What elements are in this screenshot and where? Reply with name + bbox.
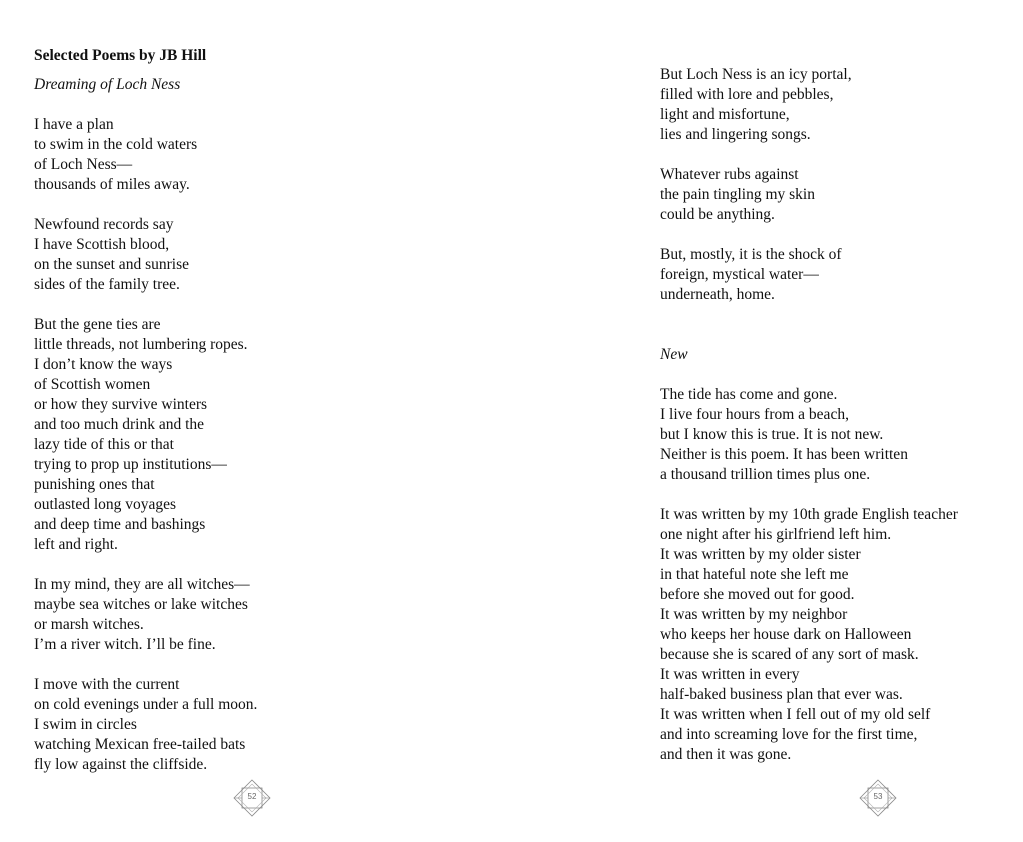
new-stanza-1: [660, 385, 908, 485]
poem-line: on cold evenings under a full moon.: [34, 696, 258, 713]
poem-line: maybe sea witches or lake witches: [34, 596, 248, 613]
page-number-ornament-left: [230, 779, 274, 817]
poem-line: in that hateful note she left me: [660, 566, 849, 583]
poem-line: and then it was gone.: [660, 746, 792, 763]
stanza-5: [34, 675, 257, 775]
poem-line: of Scottish women: [34, 376, 151, 393]
poem-line: could be anything.: [660, 206, 775, 223]
poem-line: It was written by my neighbor: [660, 606, 848, 623]
poem-line: fly low against the cliffside.: [34, 756, 208, 773]
poem-line: one night after his girlfriend left him.: [660, 526, 892, 543]
poem-line: before she moved out for good.: [660, 586, 855, 603]
poem-line: But the gene ties are: [34, 316, 161, 333]
poem-line: because she is scared of any sort of mask.: [660, 646, 919, 663]
poem-line: who keeps her house dark on Halloween: [660, 626, 912, 643]
poem-line: on the sunset and sunrise: [34, 256, 189, 273]
page-number: 53: [873, 792, 883, 801]
poem-line: I have Scottish blood,: [34, 236, 170, 253]
stanza-4: [34, 575, 250, 655]
page-number: 52: [247, 792, 257, 801]
poem-line: It was written by my older sister: [660, 546, 861, 563]
poem-line: Neither is this poem. It has been written: [660, 446, 908, 463]
poem-line: It was written when I fell out of my old self: [660, 706, 931, 723]
poem-line: of Loch Ness—: [34, 156, 133, 173]
collection-heading: Selected Poems by JB Hill: [34, 47, 207, 64]
poem-line: sides of the family tree.: [34, 276, 180, 293]
poem-line: to swim in the cold waters: [34, 136, 198, 153]
poem-line: half-baked business plan that ever was.: [660, 686, 903, 703]
poem-line: I move with the current: [34, 676, 180, 693]
poem-title-new: New: [660, 346, 688, 363]
poem-line: underneath, home.: [660, 286, 775, 303]
poem-line: I’m a river witch. I’ll be fine.: [34, 636, 216, 653]
page-number-ornament-right: [856, 779, 900, 817]
continued-stanza-1: [660, 65, 852, 145]
poem-line: and too much drink and the: [34, 416, 205, 433]
poem-line: The tide has come and gone.: [660, 386, 838, 403]
poem-line: It was written by my 10th grade English teacher: [660, 506, 958, 523]
poem-line: outlasted long voyages: [34, 496, 177, 513]
poem-line: or how they survive winters: [34, 396, 208, 413]
continued-stanza-3: [660, 245, 842, 305]
poem-line: I have a plan: [34, 116, 114, 133]
stanza-1: [34, 115, 197, 195]
stanza-3: [34, 315, 248, 555]
poem-line: thousands of miles away.: [34, 176, 190, 193]
left-page: [34, 0, 474, 842]
poem-line: foreign, mystical water—: [660, 266, 819, 283]
poem-line: But Loch Ness is an icy portal,: [660, 66, 852, 83]
poem-line: watching Mexican free-tailed bats: [34, 736, 246, 753]
poem-line: Newfound records say: [34, 216, 174, 233]
poem-line: punishing ones that: [34, 476, 155, 493]
right-page: [660, 0, 1020, 842]
poem-line: lies and lingering songs.: [660, 126, 811, 143]
poem-line: In my mind, they are all witches—: [34, 576, 250, 593]
poem-line: but I know this is true. It is not new.: [660, 426, 884, 443]
poem-line: filled with lore and pebbles,: [660, 86, 834, 103]
poem-line: I don’t know the ways: [34, 356, 173, 373]
poem-line: and into screaming love for the first time,: [660, 726, 918, 743]
poem-line: and deep time and bashings: [34, 516, 206, 533]
poem-line: But, mostly, it is the shock of: [660, 246, 842, 263]
poem-line: left and right.: [34, 536, 118, 553]
poem-line: a thousand trillion times plus one.: [660, 466, 871, 483]
poem-line: little threads, not lumbering ropes.: [34, 336, 248, 353]
poem-title-dreaming-of-loch-ness: Dreaming of Loch Ness: [34, 76, 181, 93]
poem-line: the pain tingling my skin: [660, 186, 815, 203]
poem-line: light and misfortune,: [660, 106, 790, 123]
poem-line: It was written in every: [660, 666, 800, 683]
poem-line: I live four hours from a beach,: [660, 406, 849, 423]
poem-line: or marsh witches.: [34, 616, 144, 633]
poem-line: Whatever rubs against: [660, 166, 799, 183]
poem-line: I swim in circles: [34, 716, 137, 733]
continued-stanza-2: [660, 165, 815, 225]
poem-line: lazy tide of this or that: [34, 436, 174, 453]
poem-line: trying to prop up institutions—: [34, 456, 227, 473]
stanza-2: [34, 215, 189, 295]
new-stanza-2: [660, 505, 958, 765]
